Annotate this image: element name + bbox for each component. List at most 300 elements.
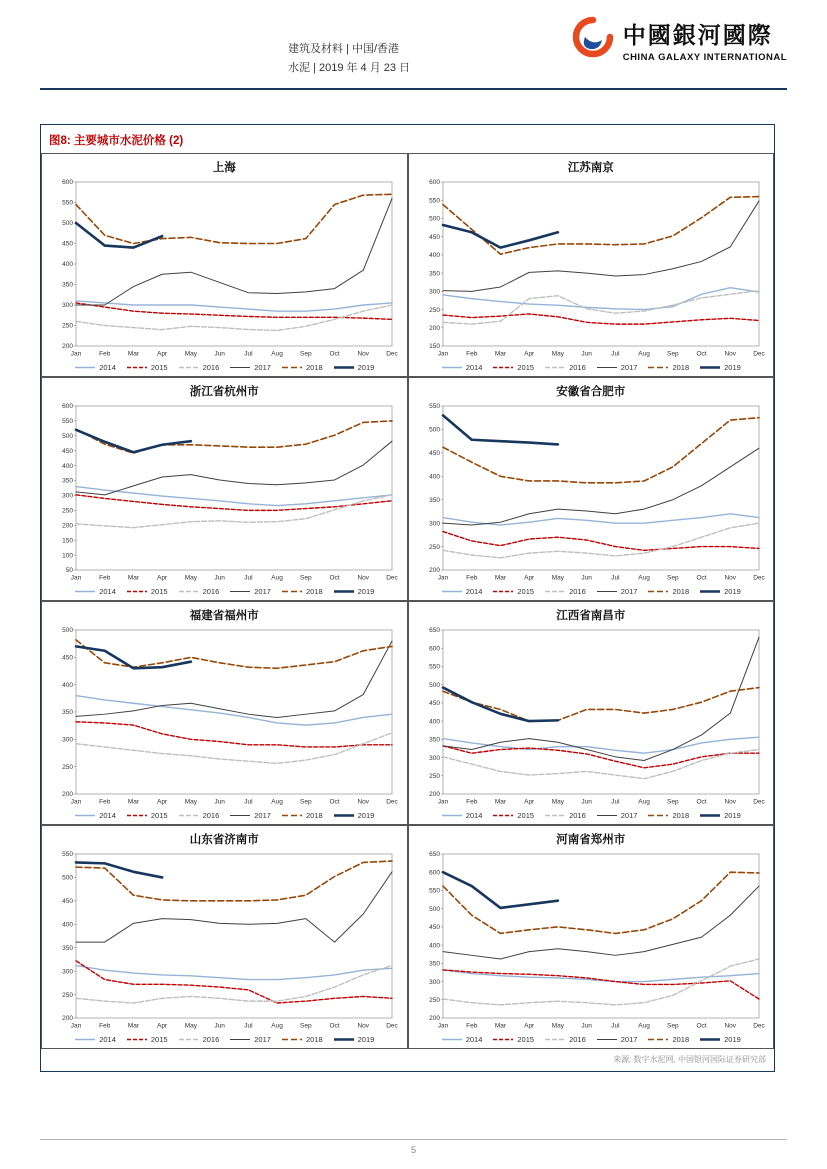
y-tick-label: 550 bbox=[428, 403, 440, 411]
legend-line-sample bbox=[74, 1036, 96, 1043]
charts-grid bbox=[41, 153, 774, 1049]
legend-label: 2014 bbox=[99, 811, 116, 820]
legend-label: 2018 bbox=[305, 587, 323, 596]
x-tick-label: Jun bbox=[214, 350, 226, 358]
x-tick-label: Jan bbox=[437, 350, 448, 358]
chart-hefei bbox=[408, 377, 775, 601]
series-line-2019 bbox=[443, 225, 558, 248]
y-tick-label: 200 bbox=[428, 1015, 440, 1023]
legend-label: 2016 bbox=[202, 363, 220, 372]
y-tick-label: 300 bbox=[428, 754, 440, 762]
series-line-2016 bbox=[443, 523, 759, 558]
legend-label: 2015 bbox=[517, 811, 535, 820]
x-tick-label: Apr bbox=[157, 574, 168, 582]
y-tick-label: 250 bbox=[428, 543, 440, 551]
legend-item-2015 bbox=[492, 1035, 534, 1044]
x-tick-label: Jun bbox=[581, 1022, 592, 1030]
x-tick-label: Oct bbox=[329, 574, 340, 582]
y-tick-label: 300 bbox=[428, 978, 440, 986]
legend-label: 2016 bbox=[569, 1035, 586, 1044]
legend-label: 2018 bbox=[305, 1035, 323, 1044]
series-line-2017 bbox=[443, 886, 759, 959]
y-tick-label: 450 bbox=[428, 450, 440, 458]
y-tick-label: 350 bbox=[62, 477, 74, 485]
legend-item-2015 bbox=[126, 1035, 168, 1044]
y-tick-label: 600 bbox=[62, 179, 74, 187]
x-tick-label: Jun bbox=[214, 798, 226, 806]
legend-item-2016 bbox=[544, 587, 586, 596]
legend-label: 2017 bbox=[620, 363, 638, 372]
legend-item-2019 bbox=[699, 587, 741, 596]
chart-title-hangzhou: 浙江省杭州市 bbox=[189, 386, 259, 398]
legend-line-sample bbox=[126, 1036, 148, 1043]
x-tick-label: Dec bbox=[386, 798, 399, 806]
legend-line-sample bbox=[333, 812, 355, 819]
legend-item-2015 bbox=[492, 363, 534, 372]
x-tick-label: Nov bbox=[724, 574, 736, 582]
x-tick-label: Nov bbox=[357, 350, 370, 358]
y-tick-label: 400 bbox=[62, 261, 74, 269]
x-tick-label: Jul bbox=[610, 798, 620, 806]
y-tick-label: 250 bbox=[428, 996, 440, 1004]
series-line-2017 bbox=[76, 641, 392, 718]
legend-item-2017 bbox=[596, 1035, 638, 1044]
x-tick-label: May bbox=[551, 1022, 564, 1030]
legend-item-2017 bbox=[596, 363, 638, 372]
chart-plot-nanchang bbox=[415, 624, 767, 810]
x-tick-label: May bbox=[551, 574, 564, 582]
x-tick-label: Oct bbox=[329, 798, 340, 806]
y-tick-label: 500 bbox=[62, 433, 74, 441]
x-tick-label: Jan bbox=[437, 1022, 448, 1030]
legend-label: 2015 bbox=[517, 363, 535, 372]
x-tick-label: Jan bbox=[71, 350, 82, 358]
y-tick-label: 550 bbox=[62, 851, 74, 859]
x-tick-label: Dec bbox=[752, 574, 765, 582]
legend-label: 2017 bbox=[620, 1035, 638, 1044]
company-logo bbox=[572, 16, 787, 63]
legend-line-sample bbox=[281, 364, 303, 371]
chart-legend bbox=[46, 586, 403, 600]
legend-item-2016 bbox=[544, 1035, 586, 1044]
x-tick-label: Sep bbox=[300, 350, 312, 358]
y-tick-label: 250 bbox=[428, 306, 440, 314]
x-tick-label: May bbox=[551, 350, 564, 358]
legend-label: 2018 bbox=[672, 587, 690, 596]
y-tick-label: 200 bbox=[62, 343, 74, 351]
legend-label: 2015 bbox=[150, 363, 168, 372]
header-date-line: 水泥 | 2019 年 4 月 23 日 bbox=[288, 61, 411, 74]
legend-label: 2017 bbox=[254, 1035, 271, 1044]
series-line-2016 bbox=[443, 750, 759, 779]
chart-plot-nanjing bbox=[415, 176, 767, 362]
y-tick-label: 400 bbox=[428, 942, 440, 950]
chart-plot-zhengzhou bbox=[415, 848, 767, 1034]
legend-item-2014 bbox=[74, 363, 116, 372]
legend-line-sample bbox=[126, 364, 148, 371]
x-tick-label: Oct bbox=[329, 350, 340, 358]
y-tick-label: 450 bbox=[62, 654, 74, 662]
series-line-2018 bbox=[443, 688, 759, 722]
legend-label: 2014 bbox=[465, 363, 483, 372]
chart-legend bbox=[413, 362, 770, 376]
series-line-2019 bbox=[76, 862, 162, 877]
x-tick-label: Sep bbox=[666, 1022, 679, 1030]
legend-label: 2018 bbox=[672, 363, 690, 372]
legend-label: 2015 bbox=[150, 1035, 168, 1044]
y-tick-label: 150 bbox=[62, 537, 74, 545]
legend-item-2016 bbox=[178, 1035, 220, 1044]
legend-label: 2018 bbox=[672, 811, 690, 820]
x-tick-label: Apr bbox=[523, 1022, 534, 1030]
legend-label: 2019 bbox=[357, 587, 375, 596]
y-tick-label: 200 bbox=[62, 522, 74, 530]
y-tick-label: 500 bbox=[428, 215, 440, 223]
chart-legend bbox=[413, 586, 770, 600]
x-tick-label: Jan bbox=[71, 1022, 82, 1030]
x-tick-label: Apr bbox=[157, 798, 168, 806]
legend-item-2017 bbox=[229, 811, 271, 820]
y-tick-label: 500 bbox=[62, 627, 74, 635]
x-tick-label: Aug bbox=[271, 350, 284, 358]
chart-legend bbox=[413, 810, 770, 824]
chart-legend bbox=[46, 1034, 403, 1048]
x-tick-label: Dec bbox=[752, 350, 765, 358]
legend-item-2015 bbox=[126, 811, 168, 820]
chart-title-jinan: 山东省济南市 bbox=[189, 834, 259, 846]
legend-item-2019 bbox=[333, 363, 375, 372]
x-tick-label: Mar bbox=[128, 350, 140, 358]
legend-label: 2018 bbox=[672, 1035, 690, 1044]
x-tick-label: Sep bbox=[300, 574, 312, 582]
x-tick-label: Mar bbox=[494, 798, 506, 806]
x-tick-label: Oct bbox=[696, 798, 707, 806]
x-tick-label: Jul bbox=[610, 1022, 620, 1030]
legend-line-sample bbox=[74, 364, 96, 371]
chart-zhengzhou bbox=[408, 825, 775, 1049]
legend-line-sample bbox=[178, 364, 200, 371]
legend-item-2018 bbox=[647, 363, 689, 372]
legend-item-2018 bbox=[281, 1035, 323, 1044]
series-line-2014 bbox=[76, 696, 392, 726]
series-line-2019 bbox=[443, 415, 558, 444]
y-tick-label: 450 bbox=[62, 447, 74, 455]
legend-item-2019 bbox=[699, 811, 741, 820]
chart-fuzhou bbox=[41, 601, 408, 825]
x-tick-label: May bbox=[185, 1022, 198, 1030]
x-tick-label: Dec bbox=[386, 1022, 399, 1030]
legend-line-sample bbox=[544, 1036, 566, 1043]
legend-label: 2019 bbox=[357, 363, 375, 372]
x-tick-label: Oct bbox=[696, 1022, 707, 1030]
legend-item-2014 bbox=[74, 1035, 116, 1044]
series-line-2016 bbox=[443, 959, 759, 1005]
series-line-2018 bbox=[443, 418, 759, 483]
legend-label: 2015 bbox=[150, 587, 168, 596]
legend-line-sample bbox=[699, 364, 721, 371]
legend-item-2018 bbox=[647, 587, 689, 596]
legend-item-2015 bbox=[126, 363, 168, 372]
legend-item-2019 bbox=[333, 587, 375, 596]
x-tick-label: Sep bbox=[300, 1022, 312, 1030]
legend-line-sample bbox=[333, 1036, 355, 1043]
legend-line-sample bbox=[229, 1036, 251, 1043]
y-tick-label: 200 bbox=[428, 324, 440, 332]
x-tick-label: Nov bbox=[724, 798, 736, 806]
legend-line-sample bbox=[596, 364, 618, 371]
x-tick-label: Aug bbox=[638, 574, 650, 582]
y-tick-label: 600 bbox=[428, 869, 440, 877]
x-tick-label: Jul bbox=[610, 350, 620, 358]
legend-label: 2019 bbox=[357, 811, 375, 820]
legend-item-2019 bbox=[699, 1035, 741, 1044]
series-line-2019 bbox=[76, 223, 162, 248]
y-tick-label: 400 bbox=[428, 718, 440, 726]
x-tick-label: Feb bbox=[465, 350, 478, 358]
legend-label: 2019 bbox=[724, 587, 741, 596]
legend-label: 2017 bbox=[254, 811, 271, 820]
series-line-2014 bbox=[76, 966, 392, 980]
y-tick-label: 550 bbox=[62, 418, 74, 426]
legend-label: 2015 bbox=[517, 587, 535, 596]
y-tick-label: 450 bbox=[62, 240, 74, 248]
y-tick-label: 250 bbox=[62, 991, 74, 999]
x-tick-label: Mar bbox=[494, 574, 506, 582]
x-tick-label: Feb bbox=[99, 798, 111, 806]
y-tick-label: 500 bbox=[62, 874, 74, 882]
chart-nanjing bbox=[408, 153, 775, 377]
y-tick-label: 350 bbox=[62, 709, 74, 717]
chart-plot-fuzhou bbox=[48, 624, 400, 810]
x-tick-label: Oct bbox=[696, 574, 707, 582]
y-tick-label: 350 bbox=[428, 496, 440, 504]
legend-line-sample bbox=[178, 1036, 200, 1043]
x-tick-label: May bbox=[185, 798, 198, 806]
y-tick-label: 300 bbox=[62, 302, 74, 310]
x-tick-label: Apr bbox=[157, 350, 168, 358]
x-tick-label: May bbox=[185, 574, 198, 582]
x-tick-label: Nov bbox=[724, 1022, 736, 1030]
legend-item-2016 bbox=[544, 363, 586, 372]
legend-line-sample bbox=[74, 588, 96, 595]
legend-item-2019 bbox=[699, 363, 741, 372]
series-line-2017 bbox=[76, 198, 392, 305]
figure-box bbox=[40, 124, 775, 1072]
y-tick-label: 400 bbox=[428, 473, 440, 481]
footer-divider bbox=[40, 1139, 787, 1140]
x-tick-label: Feb bbox=[465, 574, 478, 582]
legend-item-2017 bbox=[229, 1035, 271, 1044]
legend-line-sample bbox=[544, 812, 566, 819]
x-tick-label: Feb bbox=[99, 350, 111, 358]
legend-label: 2019 bbox=[724, 363, 741, 372]
x-tick-label: Jun bbox=[581, 350, 592, 358]
legend-item-2018 bbox=[281, 811, 323, 820]
x-tick-label: Nov bbox=[357, 574, 370, 582]
chart-title-nanchang: 江西省南昌市 bbox=[556, 610, 626, 622]
legend-label: 2018 bbox=[305, 363, 323, 372]
y-tick-label: 200 bbox=[428, 791, 440, 799]
chart-nanchang bbox=[408, 601, 775, 825]
series-line-2018 bbox=[76, 861, 392, 901]
figure-title: 图8: 主要城市水泥价格 (2) bbox=[49, 135, 184, 147]
chart-hangzhou bbox=[41, 377, 408, 601]
x-tick-label: Nov bbox=[724, 350, 736, 358]
legend-label: 2017 bbox=[254, 363, 271, 372]
legend-line-sample bbox=[126, 812, 148, 819]
x-tick-label: Feb bbox=[99, 1022, 111, 1030]
legend-line-sample bbox=[126, 588, 148, 595]
x-tick-label: Aug bbox=[638, 1022, 650, 1030]
y-tick-label: 450 bbox=[428, 924, 440, 932]
series-line-2015 bbox=[76, 722, 392, 747]
legend-item-2019 bbox=[333, 811, 375, 820]
y-tick-label: 650 bbox=[428, 851, 440, 859]
series-line-2019 bbox=[443, 688, 558, 722]
legend-line-sample bbox=[281, 812, 303, 819]
y-tick-label: 400 bbox=[62, 462, 74, 470]
legend-line-sample bbox=[229, 364, 251, 371]
galaxy-logo-icon bbox=[572, 16, 614, 63]
legend-label: 2016 bbox=[569, 811, 586, 820]
legend-item-2018 bbox=[647, 1035, 689, 1044]
legend-item-2018 bbox=[281, 363, 323, 372]
x-tick-label: Jun bbox=[214, 574, 226, 582]
legend-line-sample bbox=[596, 588, 618, 595]
x-tick-label: May bbox=[185, 350, 198, 358]
legend-label: 2016 bbox=[569, 587, 586, 596]
x-tick-label: Jun bbox=[581, 798, 592, 806]
legend-label: 2014 bbox=[99, 363, 116, 372]
x-tick-label: Mar bbox=[494, 1022, 506, 1030]
logo-chinese-name: 中國銀河國際 bbox=[622, 22, 773, 48]
chart-plot-hefei bbox=[415, 400, 767, 586]
legend-item-2019 bbox=[333, 1035, 375, 1044]
y-tick-label: 200 bbox=[62, 791, 74, 799]
header-divider bbox=[40, 88, 787, 90]
x-tick-label: Mar bbox=[128, 574, 140, 582]
chart-title-hefei: 安徽省合肥市 bbox=[556, 386, 626, 398]
y-tick-label: 50 bbox=[66, 567, 74, 575]
header-meta bbox=[288, 40, 410, 77]
x-tick-label: Aug bbox=[638, 798, 650, 806]
legend-label: 2016 bbox=[202, 811, 220, 820]
y-tick-label: 600 bbox=[62, 403, 74, 411]
legend-line-sample bbox=[596, 1036, 618, 1043]
x-tick-label: Apr bbox=[157, 1022, 168, 1030]
x-tick-label: Sep bbox=[666, 350, 679, 358]
y-tick-label: 450 bbox=[62, 898, 74, 906]
x-tick-label: Feb bbox=[465, 798, 478, 806]
y-tick-label: 400 bbox=[62, 921, 74, 929]
x-tick-label: Apr bbox=[523, 798, 534, 806]
legend-label: 2016 bbox=[569, 363, 586, 372]
x-tick-label: Nov bbox=[357, 1022, 370, 1030]
legend-line-sample bbox=[74, 812, 96, 819]
x-tick-label: Aug bbox=[271, 574, 284, 582]
series-line-2018 bbox=[443, 197, 759, 255]
legend-label: 2016 bbox=[202, 1035, 220, 1044]
x-tick-label: Aug bbox=[271, 1022, 284, 1030]
y-tick-label: 350 bbox=[62, 944, 74, 952]
y-tick-label: 550 bbox=[62, 199, 74, 207]
chart-legend bbox=[46, 810, 403, 824]
x-tick-label: Dec bbox=[752, 798, 765, 806]
legend-item-2018 bbox=[281, 587, 323, 596]
x-tick-label: Apr bbox=[523, 350, 534, 358]
y-tick-label: 550 bbox=[428, 197, 440, 205]
y-tick-label: 100 bbox=[62, 552, 74, 560]
x-tick-label: Jan bbox=[71, 574, 82, 582]
legend-item-2016 bbox=[178, 587, 220, 596]
legend-item-2015 bbox=[126, 587, 168, 596]
x-tick-label: Aug bbox=[638, 350, 650, 358]
legend-line-sample bbox=[492, 812, 514, 819]
legend-line-sample bbox=[441, 364, 463, 371]
legend-item-2014 bbox=[441, 811, 483, 820]
legend-label: 2014 bbox=[465, 1035, 483, 1044]
legend-item-2014 bbox=[441, 363, 483, 372]
y-tick-label: 150 bbox=[428, 343, 440, 351]
legend-label: 2017 bbox=[620, 587, 638, 596]
legend-label: 2017 bbox=[254, 587, 271, 596]
x-tick-label: Jan bbox=[437, 574, 448, 582]
x-tick-label: Mar bbox=[128, 798, 140, 806]
y-tick-label: 500 bbox=[62, 220, 74, 228]
chart-plot-jinan bbox=[48, 848, 400, 1034]
legend-line-sample bbox=[333, 364, 355, 371]
logo-english-name: CHINA GALAXY INTERNATIONAL bbox=[622, 51, 787, 63]
y-tick-label: 500 bbox=[428, 905, 440, 913]
legend-line-sample bbox=[178, 812, 200, 819]
legend-line-sample bbox=[699, 1036, 721, 1043]
y-tick-label: 650 bbox=[428, 627, 440, 635]
legend-line-sample bbox=[647, 812, 669, 819]
y-tick-label: 450 bbox=[428, 700, 440, 708]
header-sector-line: 建筑及材料 | 中国/香港 bbox=[288, 43, 400, 55]
legend-label: 2016 bbox=[202, 587, 220, 596]
x-tick-label: Sep bbox=[666, 798, 679, 806]
legend-line-sample bbox=[441, 812, 463, 819]
chart-plot-shanghai bbox=[48, 176, 400, 362]
x-tick-label: Mar bbox=[128, 1022, 140, 1030]
y-tick-label: 550 bbox=[428, 663, 440, 671]
chart-legend bbox=[46, 362, 403, 376]
series-line-2016 bbox=[76, 733, 392, 764]
page-number: 5 bbox=[410, 1145, 417, 1156]
legend-item-2018 bbox=[647, 811, 689, 820]
y-tick-label: 550 bbox=[428, 887, 440, 895]
y-tick-label: 250 bbox=[428, 772, 440, 780]
y-tick-label: 300 bbox=[62, 968, 74, 976]
legend-label: 2017 bbox=[620, 811, 638, 820]
series-line-2018 bbox=[443, 872, 759, 933]
x-tick-label: Sep bbox=[300, 798, 312, 806]
series-line-2018 bbox=[76, 640, 392, 668]
y-tick-label: 600 bbox=[428, 645, 440, 653]
chart-legend bbox=[413, 1034, 770, 1048]
y-tick-label: 300 bbox=[428, 288, 440, 296]
legend-line-sample bbox=[441, 1036, 463, 1043]
legend-item-2017 bbox=[229, 587, 271, 596]
legend-line-sample bbox=[441, 588, 463, 595]
legend-label: 2019 bbox=[724, 811, 741, 820]
x-tick-label: Jun bbox=[214, 1022, 226, 1030]
y-tick-label: 300 bbox=[62, 736, 74, 744]
x-tick-label: Feb bbox=[99, 574, 111, 582]
chart-jinan bbox=[41, 825, 408, 1049]
x-tick-label: Jul bbox=[244, 1022, 253, 1030]
